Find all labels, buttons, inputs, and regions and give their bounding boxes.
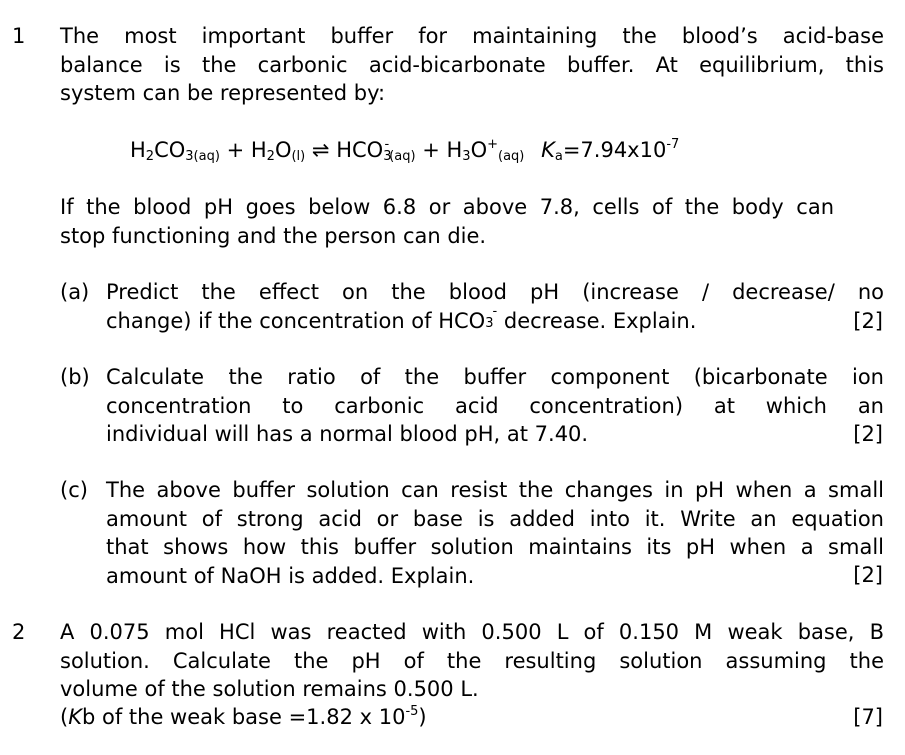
question-1-ph-info: [60, 193, 834, 250]
equilibrium-arrow: ⇌: [305, 138, 337, 162]
question-2-number: 2: [12, 620, 26, 644]
intro-line: balance is the carbonic acid-bicarbonate buffer. At equilibrium, this: [60, 52, 884, 77]
part-a-label: (a): [60, 280, 90, 304]
part-b-body: Calculate the ratio of the buffer component (bicarbonate ion concentration to carbonic acid concentration) at which an individual will has a normal blood pH, at 7.40.: [106, 365, 884, 446]
question-2-mark: [7]: [853, 705, 883, 729]
part-a-mark: [2]: [853, 309, 883, 333]
question-1-intro: [60, 22, 884, 108]
part-b-label: (b): [60, 365, 90, 389]
part-a-line-2: change) if the concentration of HCO 3 - decrease. Explain.: [106, 303, 697, 333]
intro-line: The most important buffer for maintaining the blood’s acid-base: [60, 24, 884, 48]
kb-line: (Kb of the weak base =1.82 x $10^{-5}$): [60, 704, 427, 729]
equilibrium-equation: H2CO3(aq) + H2O(l) ⇌ HCO3-(aq) + H3O+(aq) $Ka=7.94x10^{-7}$: [130, 137, 680, 164]
ph-line: stop functioning and the person can die.: [60, 223, 487, 248]
part-c-body: The above buffer solution can resist the changes in pH when a small amount of strong acid or base is added into it. Write an equation that shows how this buffer solution maintains its pH when a small amount of NaOH is added. Explain.: [106, 478, 884, 588]
question-2-body: A 0.075 mol HCl was reacted with 0.500 L of 0.150 M weak base, B solution. Calculate the pH of the resulting solution assuming the volume of the solution remains 0.500 L.: [60, 620, 884, 701]
intro-line: system can be represented by:: [60, 81, 386, 105]
ph-line: If the blood pH goes below 6.8 or above 7.8, cells of the body can: [60, 195, 834, 219]
part-b-mark: [2]: [853, 422, 883, 446]
part-c-mark: [2]: [853, 563, 883, 587]
part-a-body: Predict the effect on the blood pH (increase / decrease/ no change) if the concentration of HCO 3 - decrease. Explain.: [106, 278, 884, 335]
question-1-number: 1: [12, 24, 26, 48]
part-c-label: (c): [60, 478, 88, 502]
